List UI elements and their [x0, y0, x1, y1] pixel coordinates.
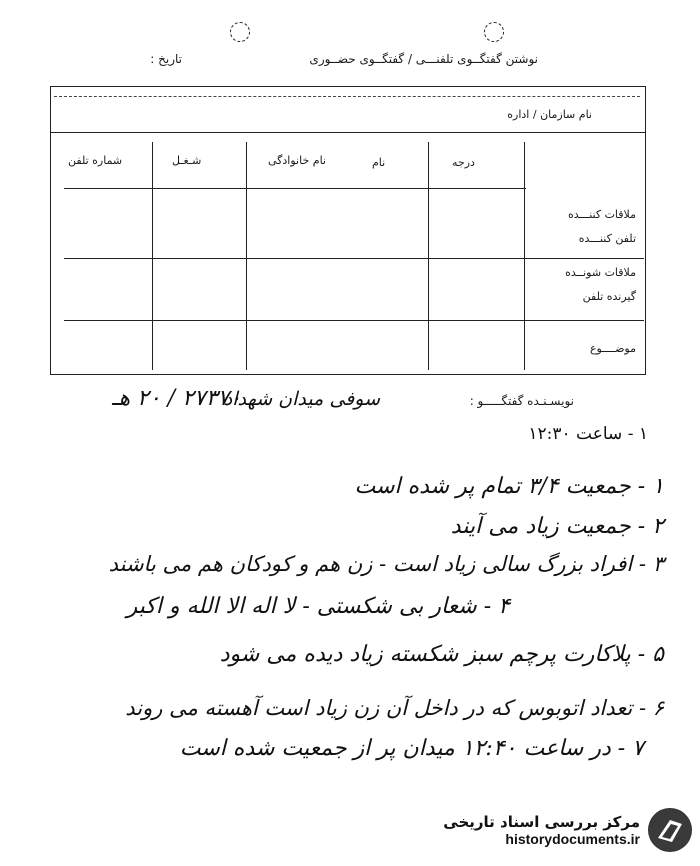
- org-label: نام سازمان / اداره: [507, 108, 592, 121]
- form-table: [50, 86, 646, 375]
- note-5: ۵ - پلاکارت پرچم سبز شکسته زیاد دیده می شود: [219, 642, 664, 667]
- col-job: شـغـل: [172, 154, 202, 167]
- col-rank: درجه: [452, 156, 475, 169]
- document-number: ۲۷۳۷۰ / ۲۰ هـ: [112, 386, 242, 411]
- row1-label-caller: تلفن کننـــده: [578, 232, 636, 245]
- note-3: ۳ - افراد بزرگ سالی زیاد است - زن هم و کودکان هم می باشند: [108, 552, 664, 576]
- top-inner-line: [54, 96, 640, 97]
- col-divider-2: [246, 142, 247, 370]
- watermark-url: historydocuments.ir: [505, 831, 640, 847]
- note-2: ۲ - جمعیت زیاد می آیند: [450, 514, 664, 539]
- punch-hole-right: [484, 22, 504, 42]
- row1-label-visitor: ملاقات کننـــده: [568, 208, 636, 221]
- note-1: ۱ - جمعیت ۳/۴ تمام پر شده است: [354, 474, 664, 499]
- date-label: تاریخ :: [150, 52, 182, 66]
- punch-hole-left: [230, 22, 250, 42]
- transcriber-label: نویسـنـده گفتگـــــو :: [469, 394, 574, 408]
- book-logo-icon: [648, 808, 692, 852]
- col-divider-1: [152, 142, 153, 370]
- col-first-name: نام: [372, 156, 386, 169]
- row2-label-receiver: گیرنده تلفن: [582, 290, 636, 303]
- note-time: ۱ - ساعت ۱۲:۳۰: [528, 424, 648, 444]
- note-4: ۴ - شعار بی شکستی - لا اله الا الله و اکبر: [126, 594, 510, 619]
- row2-divider: [64, 320, 644, 321]
- subject-label: موضــــوع: [589, 342, 636, 355]
- transcriber-name: سوفی میدان شهداد: [223, 388, 380, 410]
- form-title: نوشتن گفتگــوی تلفنـــی / گفتگــوی حضــوری: [309, 52, 538, 66]
- col-phone: شماره تلفن: [68, 154, 123, 167]
- note-6: ۶ - تعداد اتوبوس که در داخل آن زن زیاد است آهسته می روند: [125, 696, 664, 720]
- watermark-title: مرکز بررسی اسناد تاریخی: [443, 813, 640, 831]
- header-row-divider: [64, 188, 526, 189]
- watermark: [422, 802, 692, 858]
- note-7: ۷ - در ساعت ۱۲:۴۰ میدان پر از جمعیت شده است: [179, 736, 644, 761]
- row2-label-visited: ملاقات شونــده: [565, 266, 636, 279]
- org-row-divider: [50, 132, 646, 133]
- col-divider-4: [524, 142, 525, 370]
- row1-divider: [64, 258, 644, 259]
- col-divider-3: [428, 142, 429, 370]
- col-last-name: نام خانوادگی: [268, 154, 326, 167]
